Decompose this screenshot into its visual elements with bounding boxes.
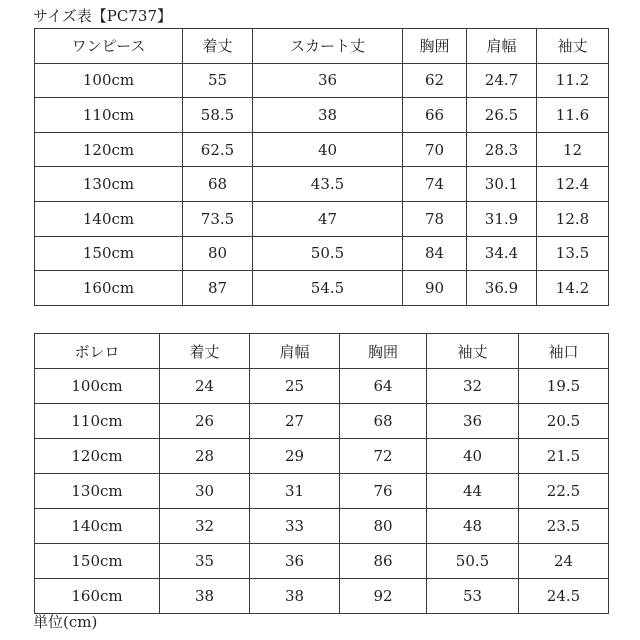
table-row (35, 167, 609, 202)
header-cell: ワンピース (35, 29, 183, 64)
table-cell: 26.5 (467, 98, 537, 133)
table-cell: 68 (340, 404, 427, 439)
bolero-size-table (34, 333, 609, 614)
table-cell: 13.5 (537, 236, 609, 271)
page-title: サイズ表【PC737】 (33, 7, 173, 25)
table-cell: 24.7 (467, 63, 537, 98)
size-cell: 120cm (35, 439, 160, 474)
table-row (35, 579, 609, 614)
table-cell: 11.6 (537, 98, 609, 133)
table-cell: 12 (537, 132, 609, 167)
table-cell: 84 (403, 236, 467, 271)
table-cell: 36 (427, 404, 519, 439)
table-cell: 64 (340, 369, 427, 404)
size-cell: 120cm (35, 132, 183, 167)
table-cell: 38 (253, 98, 403, 133)
table-row (35, 474, 609, 509)
table-cell: 54.5 (253, 271, 403, 306)
size-cell: 160cm (35, 579, 160, 614)
header-cell: 着丈 (183, 29, 253, 64)
table-cell: 36.9 (467, 271, 537, 306)
size-cell: 140cm (35, 201, 183, 236)
table-cell: 24 (519, 544, 609, 579)
table-cell: 70 (403, 132, 467, 167)
table-cell: 34.4 (467, 236, 537, 271)
table-cell: 50.5 (253, 236, 403, 271)
table-cell: 68 (183, 167, 253, 202)
table-cell: 47 (253, 201, 403, 236)
table-cell: 90 (403, 271, 467, 306)
size-cell: 140cm (35, 509, 160, 544)
table-cell: 55 (183, 63, 253, 98)
unit-note: 単位(cm) (33, 613, 98, 631)
header-cell: ボレロ (35, 334, 160, 369)
table-row (35, 369, 609, 404)
table-cell: 35 (160, 544, 250, 579)
table-row (35, 271, 609, 306)
header-cell: 袖丈 (427, 334, 519, 369)
onepiece-size-table (34, 28, 609, 306)
table-cell: 38 (250, 579, 340, 614)
table-cell: 32 (427, 369, 519, 404)
table-cell: 62.5 (183, 132, 253, 167)
table-cell: 43.5 (253, 167, 403, 202)
table-cell: 36 (250, 544, 340, 579)
table-cell: 87 (183, 271, 253, 306)
table-cell: 24.5 (519, 579, 609, 614)
table-cell: 23.5 (519, 509, 609, 544)
table-cell: 36 (253, 63, 403, 98)
table-cell: 53 (427, 579, 519, 614)
table-row (35, 132, 609, 167)
size-cell: 100cm (35, 369, 160, 404)
table-cell: 80 (340, 509, 427, 544)
table-cell: 27 (250, 404, 340, 439)
size-cell: 110cm (35, 98, 183, 133)
table-row (35, 98, 609, 133)
size-cell: 130cm (35, 474, 160, 509)
table-cell: 73.5 (183, 201, 253, 236)
table-row (35, 509, 609, 544)
table-cell: 12.8 (537, 201, 609, 236)
header-cell: 袖口 (519, 334, 609, 369)
size-cell: 150cm (35, 236, 183, 271)
table-header-row (35, 29, 609, 64)
table-cell: 44 (427, 474, 519, 509)
table-row (35, 63, 609, 98)
header-cell: 着丈 (160, 334, 250, 369)
table-cell: 30.1 (467, 167, 537, 202)
table-cell: 19.5 (519, 369, 609, 404)
header-cell: 肩幅 (250, 334, 340, 369)
header-cell: 袖丈 (537, 29, 609, 64)
table-cell: 40 (253, 132, 403, 167)
table-cell: 72 (340, 439, 427, 474)
header-cell: 胸囲 (403, 29, 467, 64)
table-header-row (35, 334, 609, 369)
table-cell: 31 (250, 474, 340, 509)
table-cell: 86 (340, 544, 427, 579)
table-row (35, 404, 609, 439)
size-cell: 150cm (35, 544, 160, 579)
table-cell: 33 (250, 509, 340, 544)
table-row (35, 439, 609, 474)
table-cell: 48 (427, 509, 519, 544)
table-cell: 80 (183, 236, 253, 271)
table-cell: 21.5 (519, 439, 609, 474)
table-row (35, 236, 609, 271)
table-cell: 78 (403, 201, 467, 236)
table-cell: 92 (340, 579, 427, 614)
size-cell: 100cm (35, 63, 183, 98)
table-cell: 62 (403, 63, 467, 98)
table-cell: 28.3 (467, 132, 537, 167)
header-cell: スカート丈 (253, 29, 403, 64)
table-cell: 24 (160, 369, 250, 404)
header-cell: 肩幅 (467, 29, 537, 64)
table-cell: 32 (160, 509, 250, 544)
header-cell: 胸囲 (340, 334, 427, 369)
size-cell: 110cm (35, 404, 160, 439)
table-cell: 50.5 (427, 544, 519, 579)
table-cell: 28 (160, 439, 250, 474)
table-cell: 76 (340, 474, 427, 509)
table-cell: 30 (160, 474, 250, 509)
table-cell: 11.2 (537, 63, 609, 98)
table-row (35, 201, 609, 236)
table-cell: 40 (427, 439, 519, 474)
table-cell: 38 (160, 579, 250, 614)
table-cell: 29 (250, 439, 340, 474)
table-row (35, 544, 609, 579)
table-cell: 74 (403, 167, 467, 202)
table-cell: 25 (250, 369, 340, 404)
table-cell: 66 (403, 98, 467, 133)
size-cell: 130cm (35, 167, 183, 202)
table-cell: 22.5 (519, 474, 609, 509)
size-cell: 160cm (35, 271, 183, 306)
table-cell: 58.5 (183, 98, 253, 133)
table-cell: 20.5 (519, 404, 609, 439)
table-cell: 26 (160, 404, 250, 439)
table-cell: 31.9 (467, 201, 537, 236)
table-cell: 14.2 (537, 271, 609, 306)
table-cell: 12.4 (537, 167, 609, 202)
